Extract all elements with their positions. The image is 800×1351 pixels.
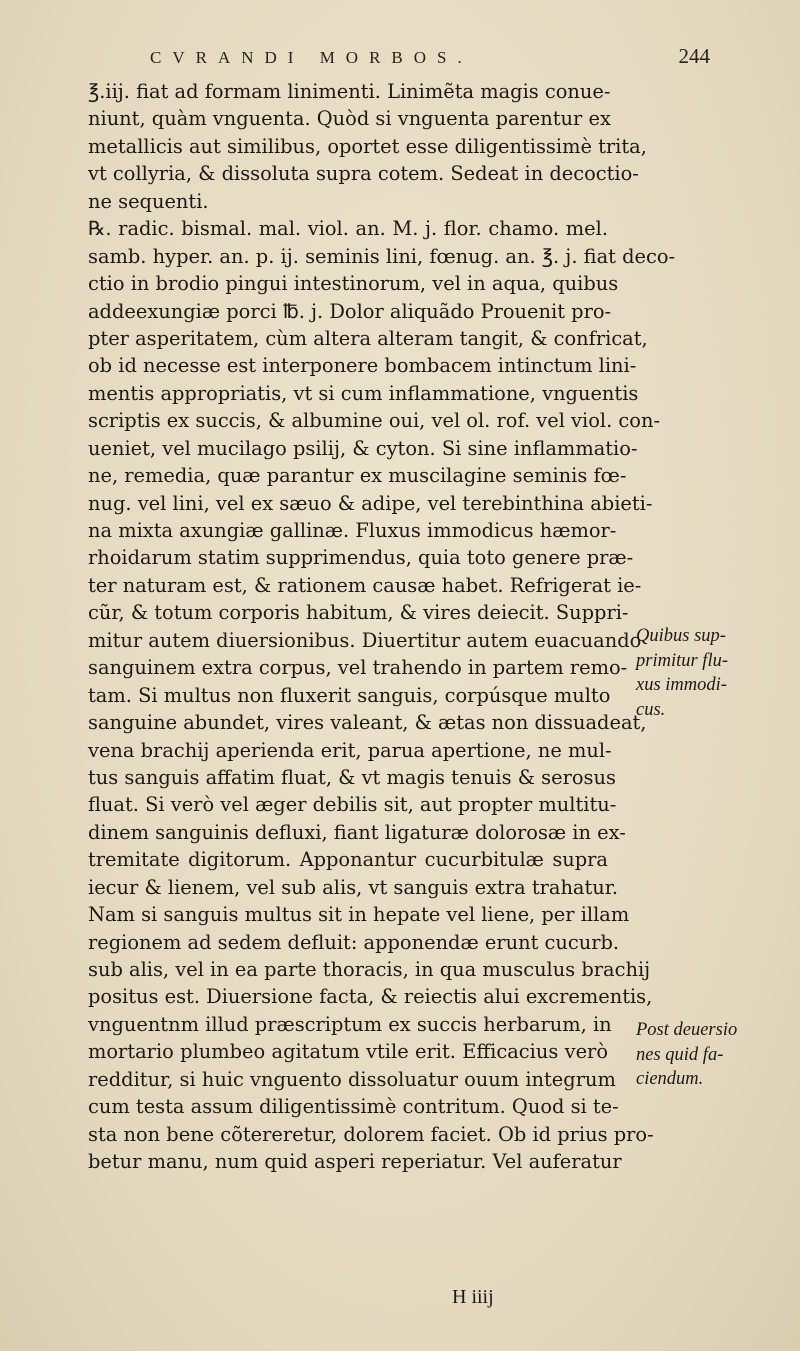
body-line: iecur & lienem, vel sub alis, vt sanguis extra trahatur.	[88, 875, 619, 899]
margin-note-2	[636, 1018, 756, 1092]
body-line: tus sanguis affatim fluat, & vt magis tenuis & serosus	[88, 765, 616, 789]
body-line: niunt, quàm vnguenta. Quòd si vnguenta parentur ex	[88, 107, 611, 131]
body-line: scriptis ex succis, & albumine oui, vel ol. rof. vel viol. con-	[88, 409, 660, 433]
margin-note-line: primitur flu-	[636, 650, 728, 671]
body-line: positus est. Diuersione facta, & reiectis alui excrementis,	[88, 985, 653, 1009]
margin-note-line: ciendum.	[636, 1069, 704, 1089]
margin-note-line: nes quid fa-	[636, 1044, 724, 1065]
body-line: ter naturam est, & rationem causæ habet. Refrigerat ie-	[88, 573, 642, 597]
body-line: mitur autem diuersionibus. Diuertitur autem euacuando	[88, 628, 642, 652]
body-line: ne, remedia, quæ parantur ex muscilagine seminis fœ-	[88, 464, 627, 488]
body-line: sanguine abundet, vires valeant, & ætas non dissuadeat,	[88, 711, 647, 735]
body-line: regionem ad sedem defluit: apponendæ erunt cucurb.	[88, 930, 620, 954]
margin-note-line: cus.	[636, 699, 666, 720]
margin-note-1	[636, 624, 756, 722]
body-line: rhoidarum statim supprimendus, quia toto genere præ-	[88, 546, 634, 570]
body-line: cum testa assum diligentissimè contritum. Quod si te-	[88, 1095, 619, 1119]
body-line: pter asperitatem, cùm altera alteram tangit, & confricat,	[88, 326, 648, 350]
body-line: betur manu, num quid asperi reperiatur. Vel auferatur	[88, 1150, 622, 1174]
running-head: CVRANDI MORBOS.	[150, 48, 473, 67]
body-line: redditur, si huic vnguento dissoluatur ouum integrum	[88, 1067, 616, 1091]
body-line: sanguinem extra corpus, vel trahendo in partem remo-	[88, 656, 628, 680]
margin-note-line: Quibus sup-	[636, 626, 726, 646]
body-line: ne sequenti.	[88, 189, 209, 213]
body-line: ctio in brodio pingui intestinorum, vel in aqua, quibus	[88, 272, 619, 296]
margin-note-line: xus immodi-	[636, 675, 727, 695]
signature-mark: H iiij	[452, 1286, 494, 1308]
body-line: dinem sanguinis defluxi, fiant ligaturæ dolorosæ in ex-	[88, 820, 626, 844]
body-line: ℞. radic. bismal. mal. viol. an. M. j. flor. chamo. mel.	[88, 217, 608, 241]
body-line: mentis appropriatis, vt si cum inflammatione, vnguentis	[88, 381, 639, 405]
body-line: tam. Si multus non fluxerit sanguis, corpúsque multo	[88, 683, 611, 707]
body-line: vena brachij aperienda erit, parua apertione, ne mul-	[88, 738, 612, 762]
body-line: tremitate digitorum. Apponantur cucurbitulæ supra	[88, 848, 608, 872]
body-line: ℥.iij. fiat ad formam linimenti. Linimẽta magis conue-	[88, 80, 611, 103]
body-line: nug. vel lini, vel ex sæuo & adipe, vel terebinthina abieti-	[88, 491, 653, 515]
page-number: 244	[678, 44, 710, 68]
body-line: vt collyria, & dissoluta supra cotem. Sedeat in decoctio-	[88, 162, 639, 186]
margin-note-line: Post deuersio	[636, 1020, 738, 1040]
body-line: cũr, & totum corporis habitum, & vires deiecit. Suppri-	[88, 601, 629, 625]
body-line: ueniet, vel mucilago psilij, & cyton. Si sine inflammatio-	[88, 436, 638, 460]
body-line: mortario plumbeo agitatum vtile erit. Efficacius verò	[88, 1040, 608, 1064]
body-line: metallicis aut similibus, oportet esse diligentissimè trita,	[88, 134, 647, 158]
body-line: vnguentnm illud præscriptum ex succis herbarum, in	[88, 1012, 612, 1036]
body-line: samb. hyper. an. p. ij. seminis lini, fœnug. an. ℥. j. fiat deco-	[88, 244, 676, 268]
body-line: fluat. Si verò vel æger debilis sit, aut propter multitu-	[88, 793, 617, 817]
body-line: addeexungiæ porci ℔. j. Dolor aliquãdo Prouenit pro-	[88, 299, 612, 323]
body-line: Nam si sanguis multus sit in hepate vel liene, per illam	[88, 903, 630, 927]
body-line: sub alis, vel in ea parte thoracis, in qua musculus brachij	[88, 958, 651, 981]
body-line: sta non bene cõtereretur, dolorem faciet. Ob id prius pro-	[88, 1122, 654, 1146]
page-header	[150, 44, 710, 69]
body-line: ob id necesse est interponere bombacem intinctum lini-	[88, 354, 637, 378]
body-line: na mixta axungiæ gallinæ. Fluxus immodicus hæmor-	[88, 519, 617, 542]
